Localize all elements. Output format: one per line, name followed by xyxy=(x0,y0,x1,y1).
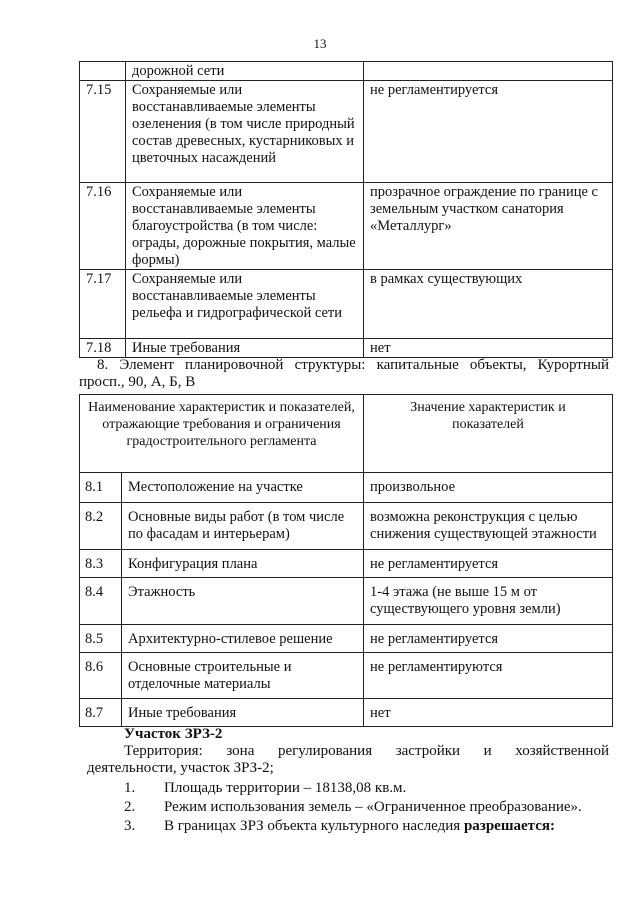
row-number: 8.5 xyxy=(80,625,122,653)
row-number: 8.3 xyxy=(80,550,122,578)
list-item xyxy=(124,818,555,835)
list-item-text: Площадь территории – 18138,08 кв.м. xyxy=(164,780,407,796)
row-value: нет xyxy=(364,339,613,358)
row-value: нет xyxy=(364,699,613,727)
row-name: Конфигурация плана xyxy=(122,550,364,578)
row-value: не регламентируются xyxy=(364,653,613,699)
row-name: Сохраняемые или восстанавливаемые элементы озеленения (в том числе природный состав древесных, кустарниковых и цветочных насаждений xyxy=(126,81,364,183)
table-row xyxy=(80,503,613,550)
table-row xyxy=(80,81,613,183)
list-item-text: Режим использования земель – «Ограниченное преобразование». xyxy=(164,799,582,815)
section-8-heading-line1: 8. Элемент планировочной структуры: капитальные объекты, Курортный xyxy=(97,357,609,373)
row-number xyxy=(80,62,126,81)
row-number: 7.16 xyxy=(80,183,126,270)
table-row xyxy=(80,270,613,339)
row-value: прозрачное ограждение по границе с земельным участком санатория «Металлург» xyxy=(364,183,613,270)
row-value: в рамках существующих xyxy=(364,270,613,339)
row-name: Сохраняемые или восстанавливаемые элементы рельефа и гидрографической сети xyxy=(126,270,364,339)
list-item xyxy=(124,799,582,816)
table-row xyxy=(80,183,613,270)
row-number: 8.6 xyxy=(80,653,122,699)
row-name: Сохраняемые или восстанавливаемые элементы благоустройства (в том числе: ограды, дорожные покрытия, малые формы) xyxy=(126,183,364,270)
list-item-number: 3. xyxy=(124,818,136,834)
table-row xyxy=(80,339,613,358)
row-value: возможна реконструкция с целью снижения существующей этажности xyxy=(364,503,613,550)
row-name: Основные строительные и отделочные материалы xyxy=(122,653,364,699)
table-row xyxy=(80,653,613,699)
row-number: 8.7 xyxy=(80,699,122,727)
row-number: 8.1 xyxy=(80,473,122,503)
table-row xyxy=(80,699,613,727)
section-zrz2-title: Участок ЗРЗ-2 xyxy=(124,726,223,742)
row-value: произвольное xyxy=(364,473,613,503)
row-name: Иные требования xyxy=(126,339,364,358)
header-name: Наименование характеристик и показателей, отражающие требования и ограничения градостроительного регламента xyxy=(80,395,364,473)
row-name: Архитектурно-стилевое решение xyxy=(122,625,364,653)
row-name: Основные виды работ (в том числе по фасадам и интерьерам) xyxy=(122,503,364,550)
table-row xyxy=(80,550,613,578)
row-number: 8.4 xyxy=(80,578,122,625)
row-number: 7.17 xyxy=(80,270,126,339)
requirements-table-8 xyxy=(79,394,613,727)
row-name: дорожной сети xyxy=(126,62,364,81)
row-name: Иные требования xyxy=(122,699,364,727)
row-value: 1-4 этажа (не выше 15 м от существующего уровня земли) xyxy=(364,578,613,625)
row-value: не регламентируется xyxy=(364,625,613,653)
list-item-text: В границах ЗРЗ объекта культурного наследия xyxy=(164,818,464,834)
table-row xyxy=(80,473,613,503)
requirements-table-7 xyxy=(79,61,613,358)
table-header-row xyxy=(80,395,613,473)
section-8-heading-line2: просп., 90, А, Б, В xyxy=(79,374,196,390)
row-name: Местоположение на участке xyxy=(122,473,364,503)
territory-line2: деятельности, участок ЗРЗ-2; xyxy=(87,760,274,776)
list-item-bold-text: разрешается: xyxy=(463,818,555,834)
table-row xyxy=(80,625,613,653)
list-item xyxy=(124,780,406,797)
row-number: 7.15 xyxy=(80,81,126,183)
list-item-number: 2. xyxy=(124,799,136,815)
table-row xyxy=(80,62,613,81)
row-value: не регламентируется xyxy=(364,81,613,183)
row-value xyxy=(364,62,613,81)
row-value: не регламентируется xyxy=(364,550,613,578)
row-number: 7.18 xyxy=(80,339,126,358)
territory-line1: Территория: зона регулирования застройки и хозяйственной xyxy=(124,743,609,759)
list-item-number: 1. xyxy=(124,780,136,796)
row-number: 8.2 xyxy=(80,503,122,550)
row-name: Этажность xyxy=(122,578,364,625)
header-value: Значение характеристик и показателей xyxy=(364,395,613,473)
page-number: 13 xyxy=(313,36,327,51)
table-row xyxy=(80,578,613,625)
